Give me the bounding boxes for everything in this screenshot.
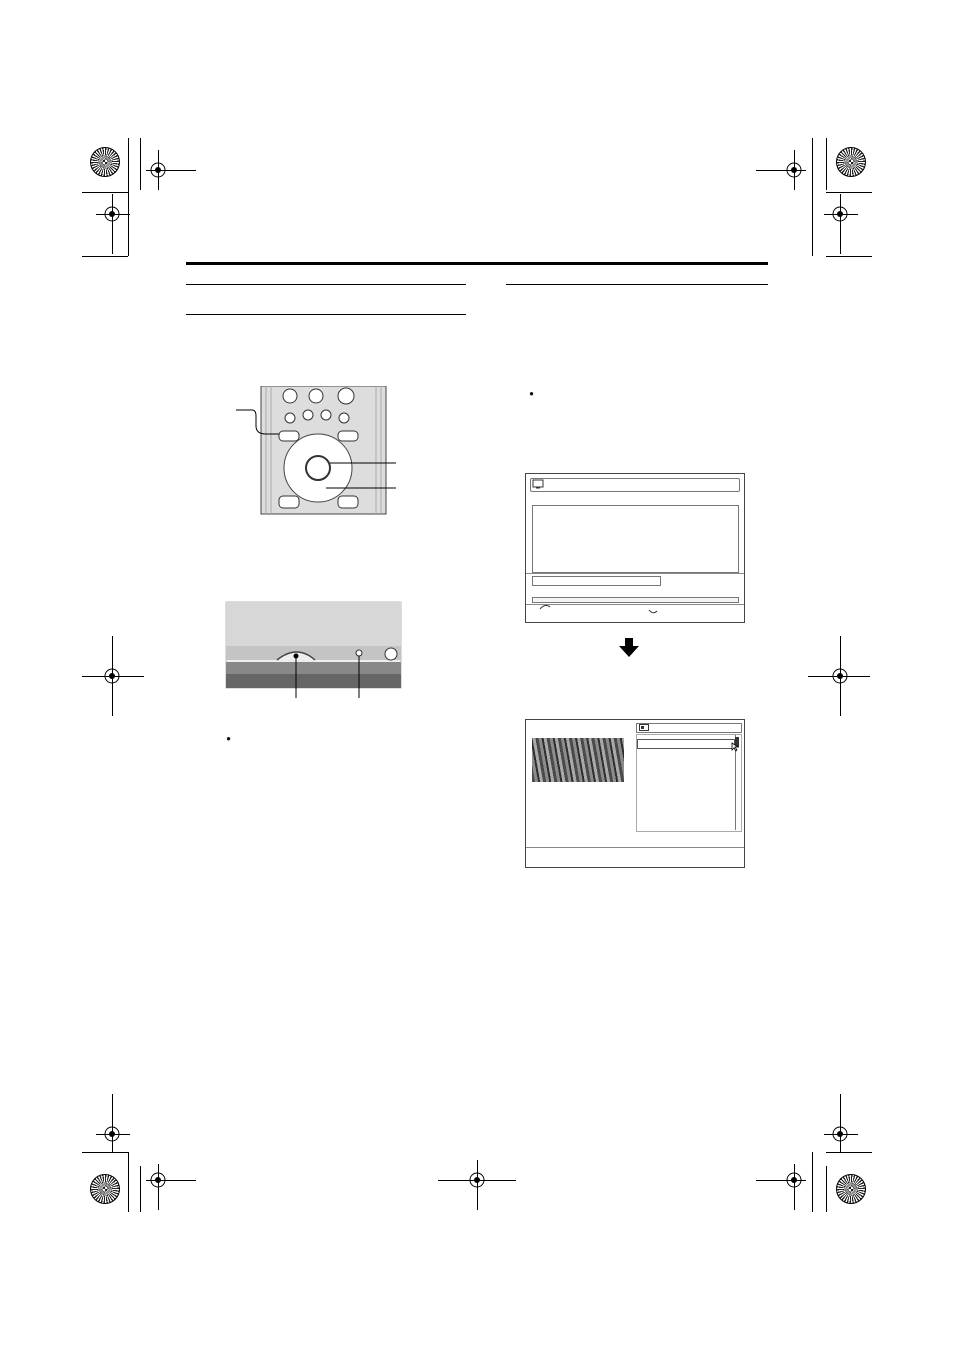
right-col-rule (506, 284, 768, 285)
list-icon (639, 724, 649, 731)
edit-pr-list-screen (525, 719, 745, 868)
menu-arrow-icon (647, 608, 659, 616)
cursor-icon (731, 742, 739, 752)
header-rule (186, 262, 768, 265)
bullet-dot: • (529, 387, 535, 403)
down-arrow-icon (619, 638, 639, 658)
tv-icon (532, 479, 544, 489)
divider (526, 604, 744, 605)
title-rule (186, 284, 466, 285)
remote-illustration (186, 386, 466, 516)
back-arrow-icon (538, 603, 552, 611)
tv-illustration (217, 600, 467, 725)
title-underline (186, 314, 466, 315)
pr-list (636, 734, 742, 832)
band-box (532, 576, 661, 586)
breadcrumb-bar (530, 478, 740, 492)
step-1-bullet (226, 733, 471, 843)
automatic-search-screen (525, 473, 745, 623)
channel-list (532, 505, 739, 573)
bullet-dot: • (226, 732, 232, 748)
preview-image (532, 738, 624, 782)
selected-row (637, 739, 735, 749)
divider (526, 573, 744, 574)
footer-row (528, 850, 742, 864)
step-2-bullet (529, 388, 769, 468)
menu-title-box (636, 723, 742, 733)
progress-bar (532, 597, 739, 603)
function-row (530, 832, 742, 842)
divider (526, 847, 744, 848)
final-bullets (529, 880, 769, 980)
